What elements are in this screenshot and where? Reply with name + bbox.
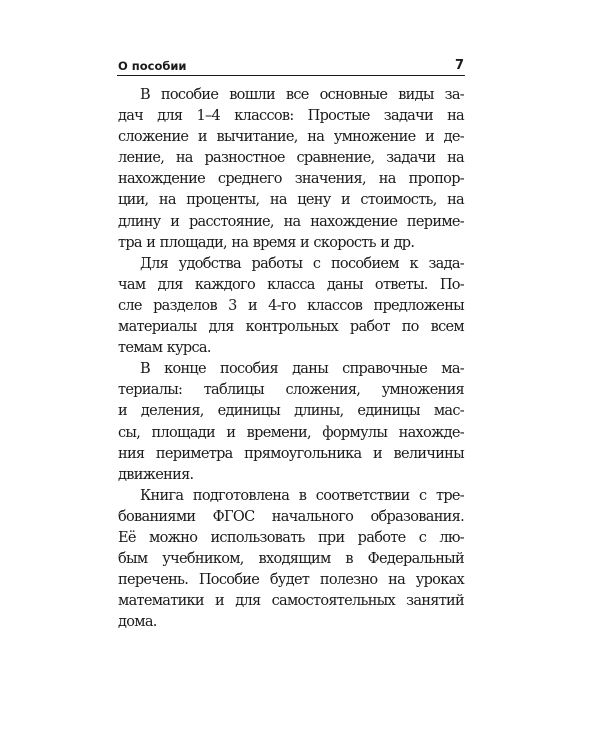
running-head <box>118 56 464 76</box>
paragraph-answers <box>118 254 464 359</box>
text-line: сы, площади и времени, формулы нахожде- <box>118 424 464 441</box>
header-rule <box>117 75 465 76</box>
text-line: чам для каждого класса даны ответы. По- <box>118 276 464 293</box>
text-line: перечень. Пособие будет полезно на уроках <box>118 572 464 589</box>
text-line: ление, на разностное сравнение, задачи на <box>118 150 464 167</box>
text-line: дач для 1–4 классов: Простые задачи на <box>118 108 464 125</box>
body-text <box>118 85 464 633</box>
text-line: Для удобства работы с пособием к зада- <box>140 255 464 272</box>
section-title: О пособии <box>118 59 187 73</box>
text-line: нахождение среднего значения, на пропор- <box>118 171 464 188</box>
text-line: сле разделов 3 и 4-го классов предложены <box>118 297 464 314</box>
text-line: темам курса. <box>118 340 211 357</box>
text-line: дома. <box>118 614 157 631</box>
text-line: В конце пособия даны справочные ма- <box>140 361 464 378</box>
text-line: математики и для самостоятельных занятий <box>118 593 464 610</box>
text-line: бым учебником, входящим в Федеральный <box>118 551 464 568</box>
paragraph-reference-materials <box>118 359 464 486</box>
text-line: сложение и вычитание, на умножение и де- <box>118 129 464 146</box>
paragraph-fgos <box>118 486 464 634</box>
text-line: бованиями ФГОС начального образования. <box>118 508 464 525</box>
page-number: 7 <box>454 58 464 73</box>
text-line: длину и расстояние, на нахождение периме- <box>118 213 464 230</box>
text-line: тра и площади, на время и скорость и др. <box>118 234 415 251</box>
text-line: ния периметра прямоугольника и величины <box>118 445 464 462</box>
text-line: и деления, единицы длины, единицы мас- <box>118 403 464 420</box>
text-line: Книга подготовлена в соответствии с тре- <box>140 487 464 504</box>
text-line: материалы для контрольных работ по всем <box>118 319 464 336</box>
text-line: Её можно использовать при работе с лю- <box>118 529 464 546</box>
paragraph-task-types <box>118 85 464 254</box>
text-line: движения. <box>118 466 194 483</box>
text-line: териалы: таблицы сложения, умножения <box>118 382 464 399</box>
text-line: В пособие вошли все основные виды за- <box>140 87 464 103</box>
text-line: ции, на проценты, на цену и стоимость, на <box>118 192 464 209</box>
